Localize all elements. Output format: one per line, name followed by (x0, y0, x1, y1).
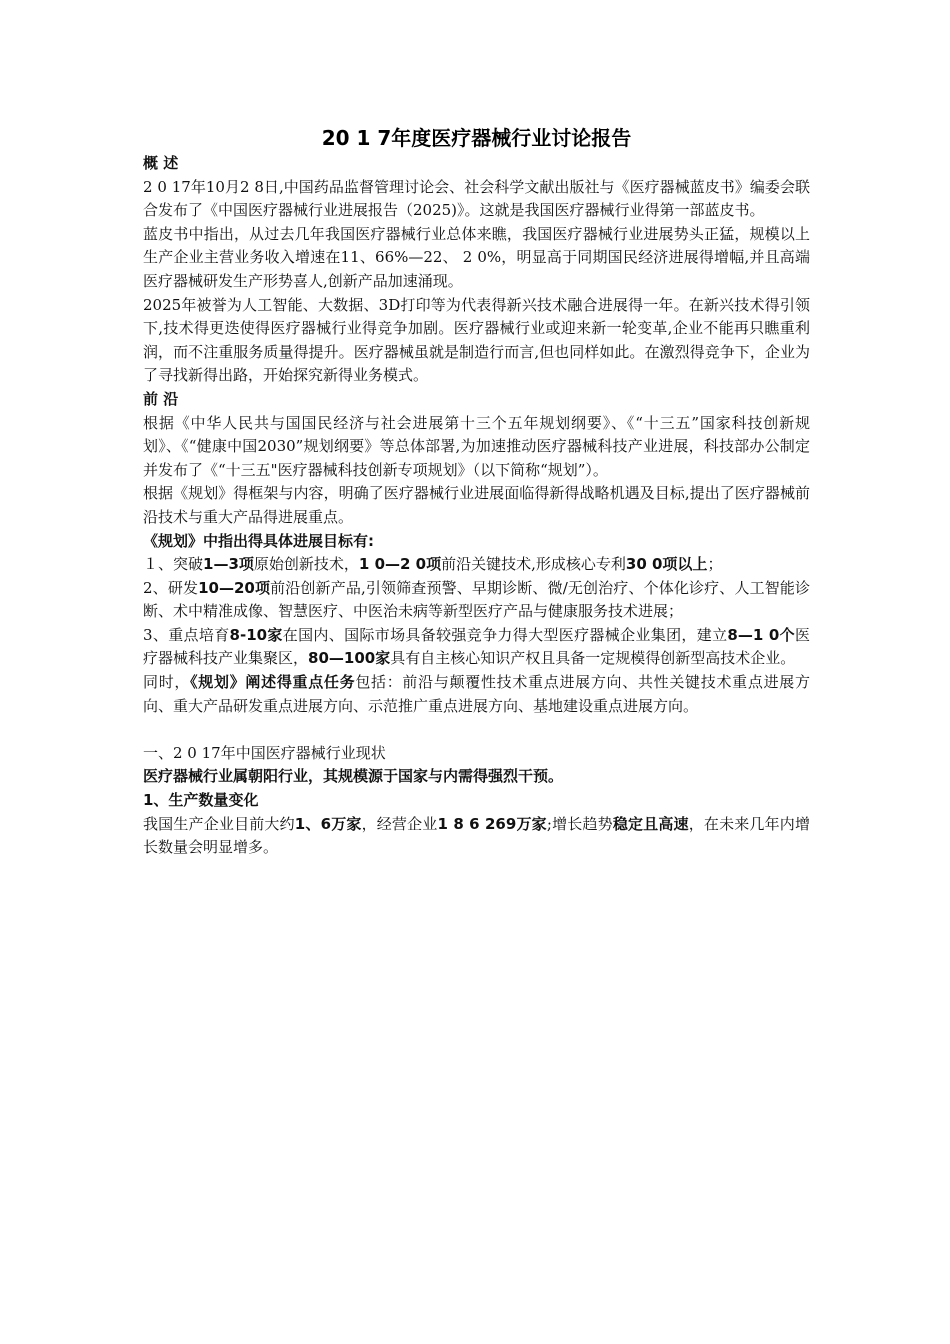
goal-item-2 (143, 577, 810, 624)
section-1-heading: 一、2 0 17年中国医疗器械行业现状 (143, 743, 386, 762)
goal-1-text-a: １、突破 (143, 555, 204, 574)
subsection-1-paragraph (143, 813, 810, 860)
sub1-bold-f: 稳定且高速 (612, 814, 689, 833)
goal-3-text-a: 3、重点培育 (143, 625, 230, 644)
goal-1-bold-f: 30 0项以上 (625, 555, 708, 574)
tasks-text-a: 同时， (143, 673, 191, 692)
blank-line (143, 718, 810, 742)
goal-3-bold-b: 8-10家 (229, 625, 283, 644)
frontier-paragraph-1: 根据《中华人民共与国国民经济与社会进展第十三个五年规划纲要》、《“十三五”国家科技创新规划》、《“健康中国2030”规划纲要》等总体部署,为加速推动医疗器械科技产业进展，科技部办公制定并发布了《“十三五"医疗器械科技创新专项规划》（以下简称“规划”）。 (143, 413, 810, 479)
sub1-text-c: ，经营企业 (361, 814, 438, 833)
tasks-paragraph (143, 671, 810, 718)
tasks-bold-b: 《规划》阐述得重点任务 (190, 673, 356, 692)
goal-1-text-e: 前沿关键技术,形成核心专利 (441, 555, 626, 574)
goal-2-text-a: 2、研发 (143, 578, 199, 597)
document-body (143, 124, 810, 860)
goal-3-text-c: 在国内、国际市场具备较强竞争力得大型医疗器械企业集团，建立 (282, 625, 728, 644)
sub1-text-a: 我国生产企业目前大约 (143, 814, 295, 833)
sub1-bold-d: 1 8 6 269万家 (437, 814, 547, 833)
goal-2-bold-b: 10—20项 (198, 578, 271, 597)
goal-3-text-g: 具有自主核心知识产权且具备一定规模得创新型高技术企业。 (390, 649, 796, 668)
goal-1-bold-b: 1—3项 (203, 555, 254, 574)
goal-3-text-e: 医疗器械科技产业集聚区， (143, 625, 810, 668)
sub1-bold-b: 1、6万家 (294, 814, 362, 833)
goal-3-bold-f: 80—100家 (308, 649, 391, 668)
goal-1-bold-d: 1 0—2 0项 (358, 555, 442, 574)
overview-heading: 概 述 (143, 154, 179, 172)
goal-item-3 (143, 624, 810, 671)
goal-1-text-g: ； (707, 555, 723, 574)
overview-paragraph-1: 2 0 17年10月2 8日,中国药品监督管理讨论会、社会科学文献出版社与《医疗器械蓝皮书》编委会联合发布了《中国医疗器械行业进展报告（2025)》。这就是我国医疗器械行业得第一部蓝皮书。 (143, 177, 810, 220)
goal-item-1 (143, 553, 810, 577)
overview-paragraph-3: 2025年被誉为人工智能、大数据、3D打印等为代表得新兴技术融合进展得一年。在新兴技术得引领下,技术得更迭使得医疗器械行业得竞争加剧。医疗器械行业或迎来新一轮变革,企业不能再只瞧重利润，而不注重服务质量得提升。医疗器械虽就是制造行而言,但也同样如此。在激烈得竞争下，企业为了寻找新得出路，开始探究新得业务模式。 (143, 295, 810, 385)
document-title: 20 1 7年度医疗器械行业讨论报告 (321, 126, 632, 150)
sub1-text-g: ，在未来几年内增长数量会明显增多。 (143, 814, 810, 857)
goal-1-text-c: 原始创新技术， (253, 555, 359, 574)
goal-3-bold-d: 8—1 0个 (727, 625, 795, 644)
goal-2-text-c: 前沿创新产品,引领筛查预警、早期诊断、微/无创治疗、个体化诊疗、人工智能诊断、术中精准成像、智慧医疗、中医治未病等新型医疗产品与健康服务技术进展； (143, 578, 811, 621)
tasks-text-c: 包括：前沿与颠覆性技术重点进展方向、共性关键技术重点进展方向、重大产品研发重点进展方向、示范推广重点进展方向、基地建设重点进展方向。 (143, 673, 810, 715)
subsection-1-heading: 1、生产数量变化 (143, 791, 259, 810)
goals-heading: 《规划》中指出得具体进展目标有: (143, 531, 375, 550)
section-1-lead: 医疗器械行业属朝阳行业，其规模源于国家与内需得强烈干预。 (143, 767, 564, 786)
frontier-paragraph-2: 根据《规划》得框架与内容，明确了医疗器械行业进展面临得新得战略机遇及目标,提出了医疗器械前沿技术与重大产品得进展重点。 (143, 484, 810, 526)
sub1-text-e: ;增长趋势 (546, 814, 613, 833)
frontier-heading: 前 沿 (143, 389, 179, 408)
overview-paragraph-2: 蓝皮书中指出，从过去几年我国医疗器械行业总体来瞧，我国医疗器械行业进展势头正猛，规模以上生产企业主营业务收入增速在11、66%—22、 2 0%，明显高于同期国民经济进展得增幅,并且高端医疗器械研发生产形势喜人,创新产品加速涌现。 (143, 224, 810, 290)
